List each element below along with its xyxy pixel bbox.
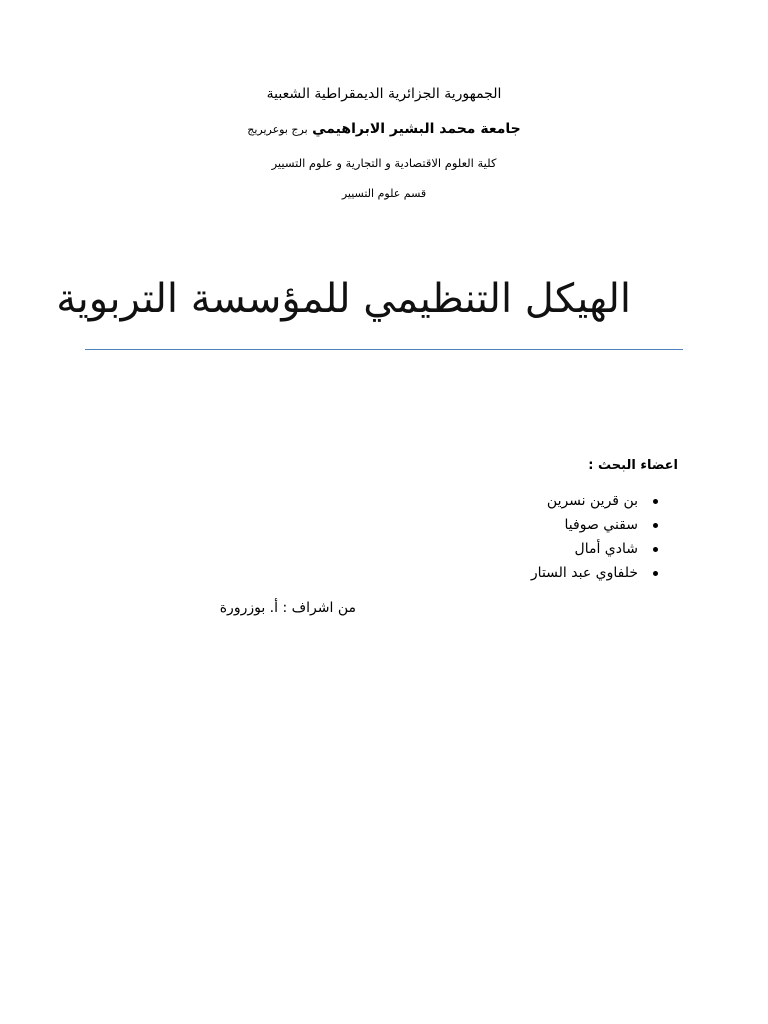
list-item: [531, 540, 658, 564]
title-underline: [85, 349, 683, 350]
department-line: قسم علوم التسيير: [341, 187, 427, 200]
republic-line: الجمهورية الجزائرية الديمقراطية الشعبية: [266, 86, 502, 102]
members-list: [531, 492, 658, 588]
members-heading: اعضاء البحث :: [588, 458, 678, 473]
supervisor-line: من اشراف : أ. بوزرورة: [219, 600, 356, 616]
university-name: جامعة محمد البشير الابراهيمي: [312, 121, 521, 137]
member-name: سقني صوفيا: [564, 517, 638, 533]
document-title: الهيكل التنظيمي للمؤسسة التربوية: [56, 276, 631, 322]
list-item: [531, 564, 658, 588]
bullet-icon: [653, 547, 658, 552]
member-name: بن قرين نسرين: [546, 493, 638, 509]
list-item: [531, 516, 658, 540]
university-city: برج بوعريريج: [247, 123, 308, 136]
faculty-line: كلية العلوم الاقتصادية و التجارية و علوم التسيير: [271, 156, 497, 170]
member-name: خلفاوي عبد الستار: [530, 565, 638, 581]
member-name: شادي أمال: [574, 541, 638, 557]
list-item: [531, 492, 658, 516]
university-line: [0, 121, 768, 137]
bullet-icon: [653, 499, 658, 504]
bullet-icon: [653, 571, 658, 576]
bullet-icon: [653, 523, 658, 528]
